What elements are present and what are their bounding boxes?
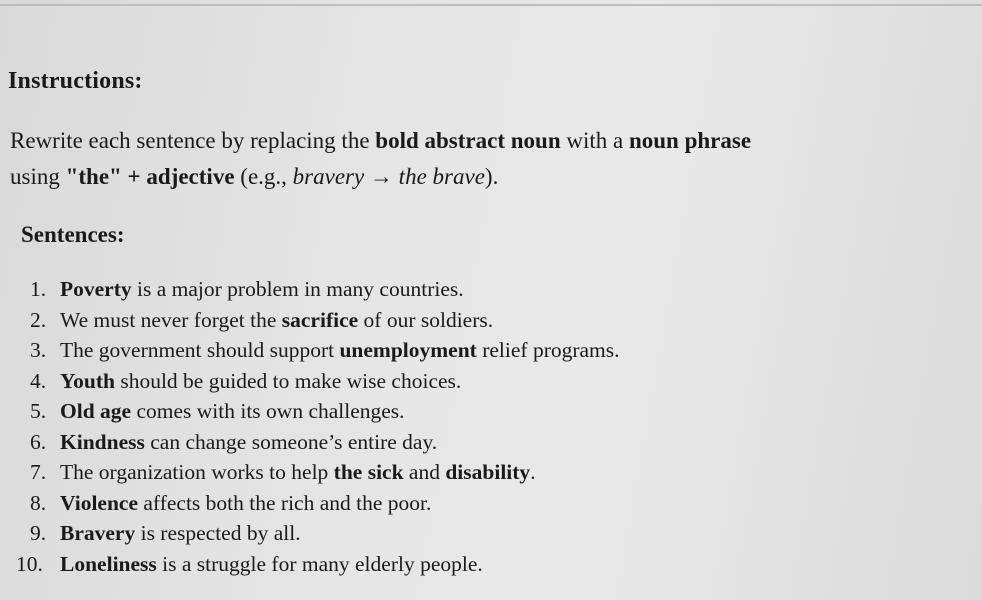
sentence-bold-noun: Poverty <box>60 277 132 301</box>
instructions-bold-the-adjective: "the" + adjective <box>65 164 235 189</box>
sentence-text: of our soldiers. <box>358 307 494 332</box>
sentence-bold-noun: Youth <box>60 368 115 393</box>
instructions-line2-pre: using <box>10 164 66 189</box>
sentence-bold-noun: Old age <box>60 399 132 423</box>
item-number: 7. <box>30 460 47 484</box>
item-number: 3. <box>30 338 47 362</box>
instructions-example: bravery → the brave <box>292 164 485 189</box>
sentence-text: The government should support <box>60 338 340 362</box>
item-number: 1. <box>30 277 47 301</box>
sentence-bold-noun: unemployment <box>339 338 477 362</box>
list-item <box>30 518 620 549</box>
sentence-text: . <box>530 460 536 484</box>
sentence-text: is a struggle for many elderly people. <box>156 551 483 576</box>
list-item <box>30 366 620 397</box>
instructions-bold-abstract-noun: bold abstract noun <box>375 128 561 153</box>
list-item <box>30 427 620 458</box>
list-item <box>30 335 620 366</box>
instructions-line1-mid: with a <box>560 128 629 153</box>
sentence-text: The organization works to help <box>60 460 334 484</box>
list-item <box>30 396 620 427</box>
sentence-bold-noun: disability <box>445 460 531 484</box>
sentence-bold-noun: Bravery <box>60 521 136 545</box>
list-item <box>30 457 620 488</box>
item-number: 10. <box>16 551 43 576</box>
sentence-text: can change someone’s entire day. <box>144 429 438 454</box>
sentence-bold-noun: the sick <box>333 460 404 484</box>
item-number: 4. <box>30 368 47 393</box>
instructions-heading: Instructions: <box>8 68 143 94</box>
list-item <box>30 274 620 305</box>
item-number: 8. <box>30 490 47 515</box>
instructions-text <box>10 123 950 195</box>
sentence-text: affects both the rich and the poor. <box>138 490 432 515</box>
sentence-text: is respected by all. <box>135 521 301 545</box>
sentence-text: comes with its own challenges. <box>131 399 405 423</box>
item-number: 5. <box>30 399 47 423</box>
sentence-text: relief programs. <box>476 338 620 362</box>
instructions-paren-close: ). <box>484 164 499 189</box>
list-item <box>16 549 620 580</box>
sentence-text: is a major problem in many countries. <box>131 277 464 301</box>
sentence-text: We must never forget the <box>60 307 282 332</box>
list-item <box>30 488 620 519</box>
item-number: 2. <box>30 307 47 332</box>
sentence-bold-noun: sacrifice <box>281 307 359 332</box>
instructions-bold-noun-phrase: noun phrase <box>628 128 752 153</box>
sentence-bold-noun: Violence <box>60 490 139 515</box>
sentence-text: and <box>403 460 446 484</box>
sentences-heading: Sentences: <box>21 222 125 247</box>
sentence-text: should be guided to make wise choices. <box>114 368 462 393</box>
instructions-paren-open: (e.g., <box>234 164 293 189</box>
sentence-bold-noun: Loneliness <box>60 551 157 576</box>
list-item <box>30 305 620 336</box>
item-number: 9. <box>30 521 47 545</box>
instructions-line1-pre: Rewrite each sentence by replacing the <box>10 128 376 153</box>
item-number: 6. <box>30 429 47 454</box>
sentence-bold-noun: Kindness <box>60 429 145 454</box>
sentence-list <box>16 274 620 579</box>
